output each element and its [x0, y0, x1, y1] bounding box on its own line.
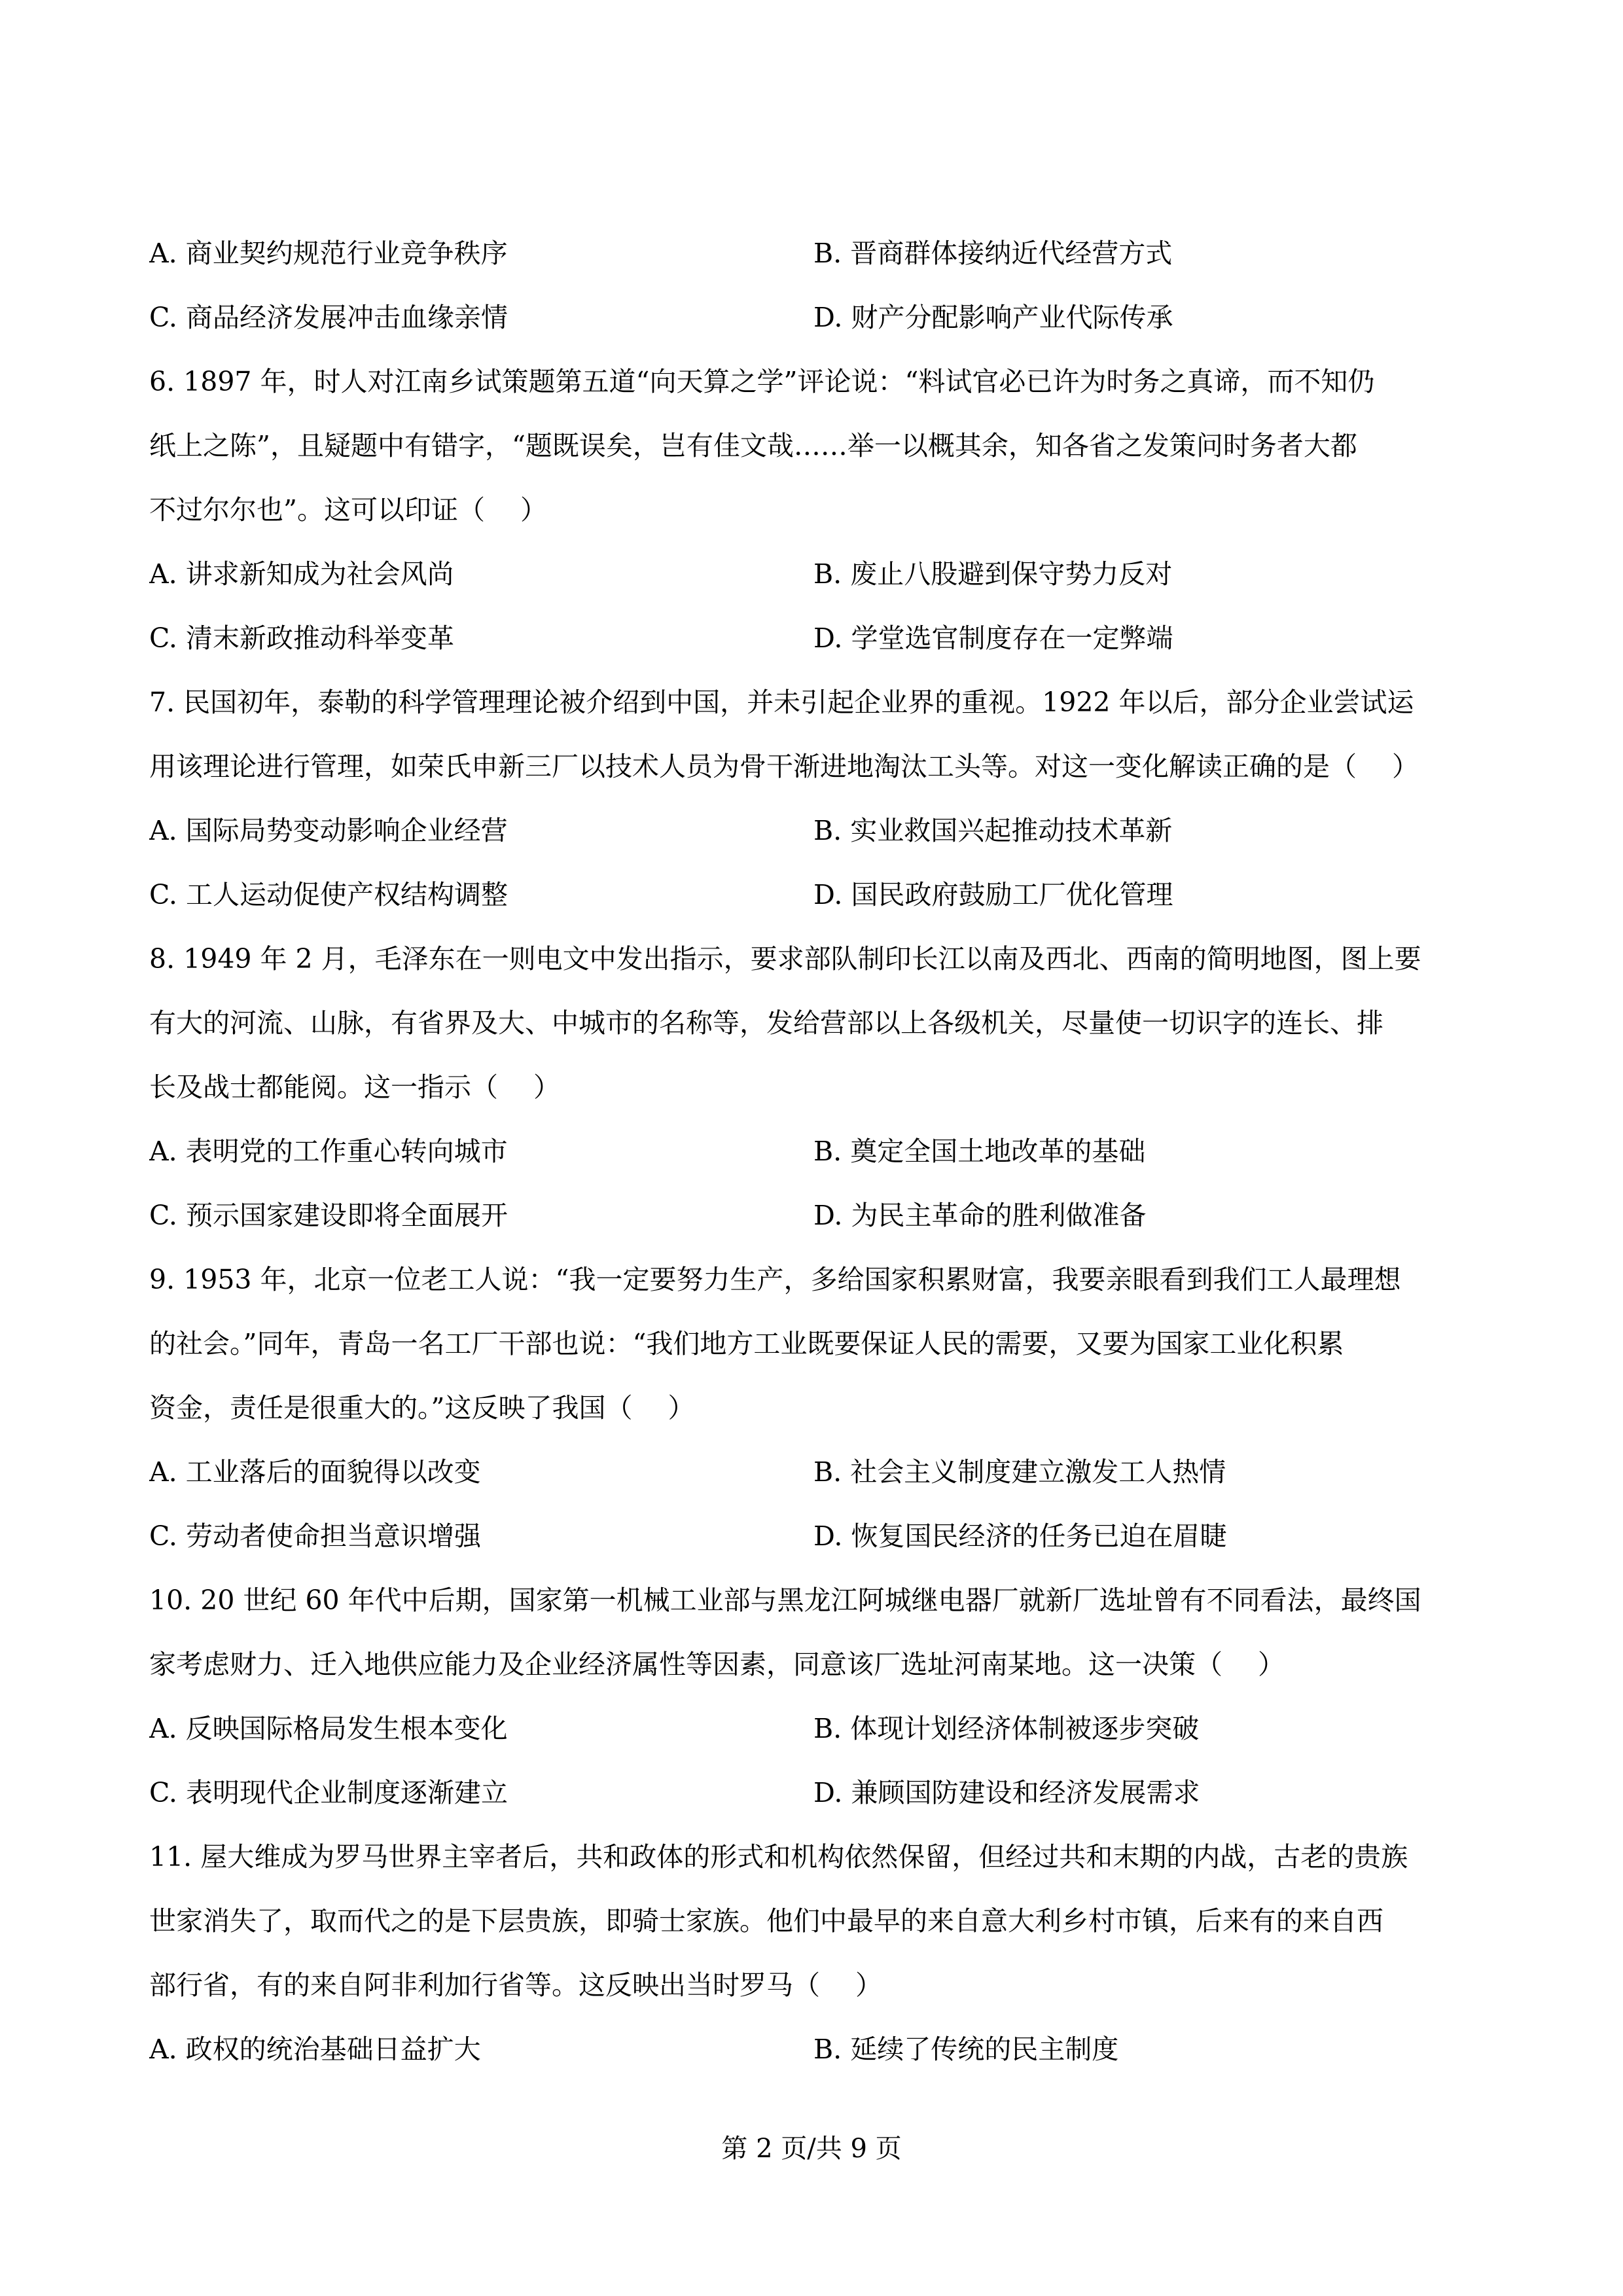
q5-option-c: C. 商品经济发展冲击血缘亲情: [149, 302, 508, 333]
q9-option-c: C. 劳动者使命担当意识增强: [149, 1520, 481, 1552]
q7-option-b: B. 实业救国兴起推动技术革新: [813, 815, 1173, 846]
q11-stem-line-3: 部行省，有的来自阿非利加行省等。这反映出当时罗马（ ）: [149, 1969, 883, 2001]
q6-stem-line-3: 不过尔尔也”。这可以印证（ ）: [149, 494, 547, 526]
q10-option-b: B. 体现计划经济体制被逐步突破: [813, 1713, 1200, 1744]
q9-stem-line-2: 的社会。”同年，青岛一名工厂干部也说：“我们地方工业既要保证人民的需要，又要为国家工业化积累: [149, 1328, 1344, 1359]
q7-option-d: D. 国民政府鼓励工厂优化管理: [813, 879, 1173, 910]
q6-option-b: B. 废止八股避到保守势力反对: [813, 558, 1173, 590]
q9-stem-line-1: 9. 1953 年，北京一位老工人说：“我一定要努力生产，多给国家积累财富，我要亲眼看到我们工人最理想: [149, 1264, 1401, 1295]
q6-option-c: C. 清末新政推动科举变革: [149, 622, 454, 654]
q8-option-a: A. 表明党的工作重心转向城市: [149, 1136, 508, 1167]
q11-stem-line-2: 世家消失了，取而代之的是下层贵族，即骑士家族。他们中最早的来自意大利乡村市镇，后来有的来自西: [149, 1905, 1383, 1937]
q11-stem-line-1: 11. 屋大维成为罗马世界主宰者后，共和政体的形式和机构依然保留，但经过共和末期的内战，古老的贵族: [149, 1841, 1408, 1873]
q7-option-c: C. 工人运动促使产权结构调整: [149, 879, 508, 910]
q10-option-c: C. 表明现代企业制度逐渐建立: [149, 1777, 508, 1808]
q9-option-d: D. 恢复国民经济的任务已迫在眉睫: [813, 1520, 1227, 1552]
q6-option-d: D. 学堂选官制度存在一定弊端: [813, 622, 1173, 654]
q10-stem-line-1: 10. 20 世纪 60 年代中后期，国家第一机械工业部与黑龙江阿城继电器厂就新厂选址曾有不同看法，最终国: [149, 1585, 1421, 1616]
q5-option-b: B. 晋商群体接纳近代经营方式: [813, 238, 1173, 269]
q7-options-row-2: [149, 863, 1478, 927]
q9-option-a: A. 工业落后的面貌得以改变: [149, 1456, 481, 1488]
q9-option-b: B. 社会主义制度建立激发工人热情: [813, 1456, 1226, 1488]
page-number-footer: 第 2 页/共 9 页: [721, 2134, 902, 2164]
q10-options-row-2: [149, 1761, 1478, 1825]
q11-option-b: B. 延续了传统的民主制度: [813, 2034, 1119, 2065]
q6-options-row-2: [149, 606, 1478, 670]
q10-option-a: A. 反映国际格局发生根本变化: [149, 1713, 508, 1744]
q7-stem-line-1: 7. 民国初年，泰勒的科学管理理论被介绍到中国，并未引起企业界的重视。1922 年以后，部分企业尝试运: [149, 687, 1414, 718]
q5-options-row-1: [149, 221, 1478, 285]
q8-option-b: B. 奠定全国土地改革的基础: [813, 1136, 1146, 1167]
q10-options-row-1: [149, 1696, 1478, 1761]
q5-options-row-2: [149, 285, 1478, 350]
page-content: [149, 221, 1478, 2081]
q6-option-a: A. 讲求新知成为社会风尚: [149, 558, 454, 590]
q8-option-c: C. 预示国家建设即将全面展开: [149, 1200, 508, 1231]
q10-option-d: D. 兼顾国防建设和经济发展需求: [813, 1777, 1200, 1808]
q6-options-row-1: [149, 542, 1478, 606]
q6-stem-line-2: 纸上之陈”，且疑题中有错字，“题既误矣，岂有佳文哉……举一以概其余，知各省之发策问时务者大都: [149, 430, 1357, 461]
q9-options-row-1: [149, 1440, 1478, 1504]
q8-options-row-1: [149, 1119, 1478, 1183]
q8-stem-line-3: 长及战士都能阅。这一指示（ ）: [149, 1071, 561, 1103]
q5-option-d: D. 财产分配影响产业代际传承: [813, 302, 1173, 333]
q6-stem-line-1: 6. 1897 年，时人对江南乡试策题第五道“向天算之学”评论说：“料试官必已许为时务之真谛，而不知仍: [149, 366, 1375, 397]
q8-stem-line-2: 有大的河流、山脉，有省界及大、中城市的名称等，发给营部以上各级机关，尽量使一切识字的连长、排: [149, 1007, 1383, 1039]
q8-stem-line-1: 8. 1949 年 2 月，毛泽东在一则电文中发出指示，要求部队制印长江以南及西北、西南的简明地图，图上要: [149, 943, 1421, 975]
q11-options-row-1: [149, 2017, 1478, 2081]
q9-stem-line-3: 资金，责任是很重大的。”这反映了我国（ ）: [149, 1392, 695, 1424]
q9-options-row-2: [149, 1504, 1478, 1568]
q8-options-row-2: [149, 1183, 1478, 1247]
q8-option-d: D. 为民主革命的胜利做准备: [813, 1200, 1147, 1231]
q7-options-row-1: [149, 798, 1478, 863]
q7-option-a: A. 国际局势变动影响企业经营: [149, 815, 508, 846]
q7-stem-line-2: 用该理论进行管理，如荣氏申新三厂以技术人员为骨干渐进地淘汰工头等。对这一变化解读正确的是（ ）: [149, 751, 1419, 782]
q10-stem-line-2: 家考虑财力、迁入地供应能力及企业经济属性等因素，同意该厂选址河南某地。这一决策（ ）: [149, 1649, 1285, 1680]
q5-option-a: A. 商业契约规范行业竞争秩序: [149, 238, 508, 269]
q11-option-a: A. 政权的统治基础日益扩大: [149, 2034, 481, 2065]
